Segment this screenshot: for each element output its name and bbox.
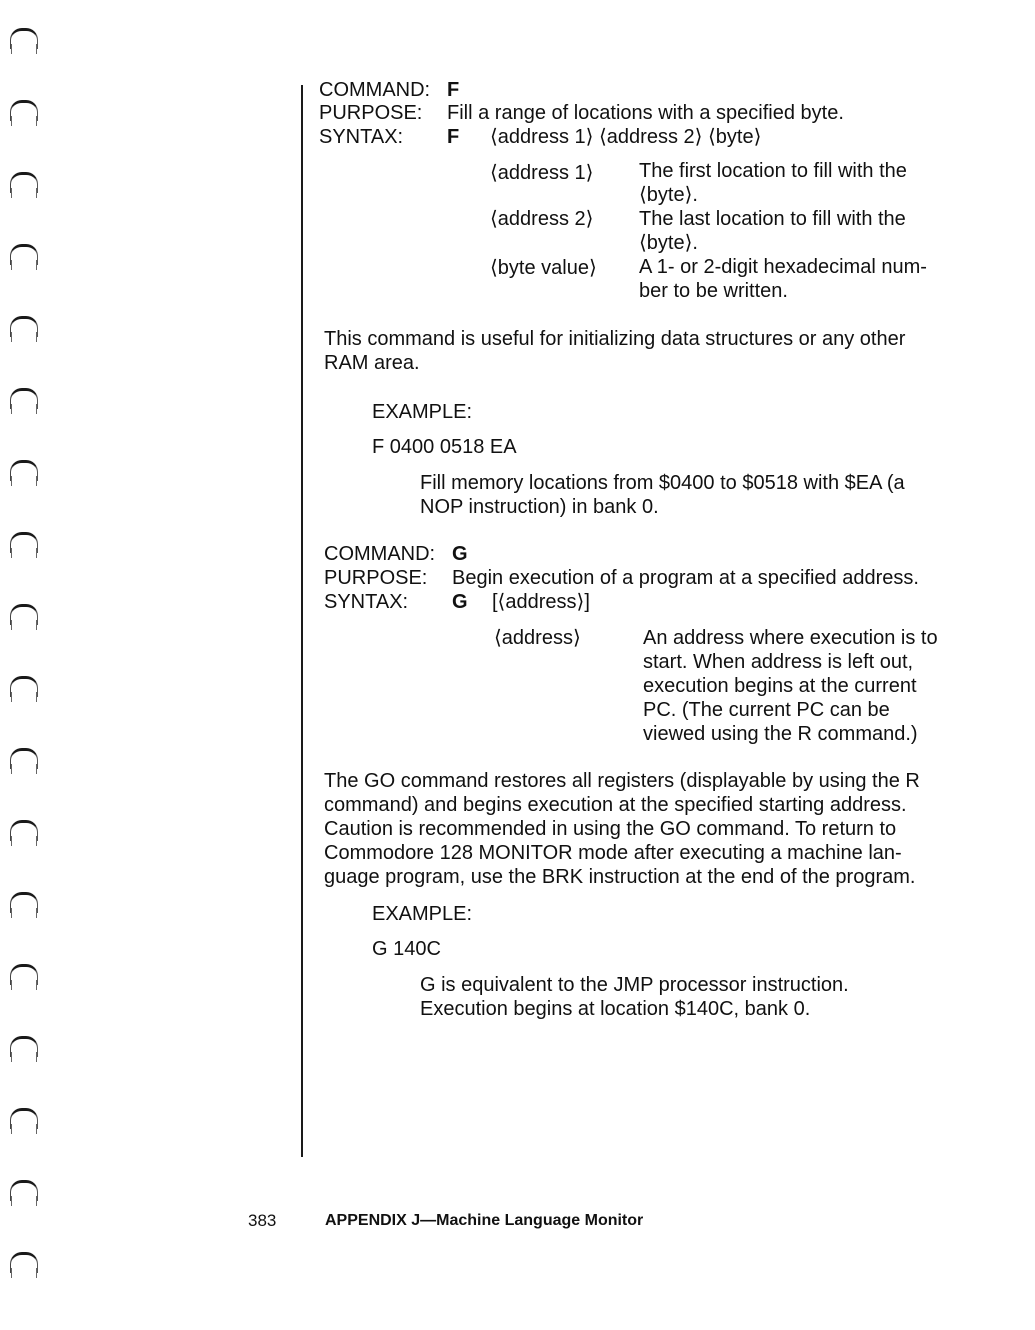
- binding-ring: [8, 748, 38, 780]
- binding-ring: [8, 964, 38, 996]
- f-example-label: EXAMPLE:: [372, 401, 473, 423]
- f-example-desc: [420, 471, 905, 519]
- margin-rule: [301, 85, 303, 1157]
- f-param-name: ⟨byte value⟩: [490, 257, 597, 279]
- g-purpose-label: PURPOSE:: [324, 567, 428, 589]
- f-purpose-label: PURPOSE:: [319, 102, 423, 124]
- f-param-desc: The first location to fill with the: [639, 160, 907, 182]
- f-example-desc-line: Fill memory locations from $0400 to $0518 with $EA (a: [420, 472, 905, 494]
- f-body-line: This command is useful for initializing data structures or any other: [324, 328, 906, 350]
- binding-ring: [8, 1108, 38, 1140]
- binding-ring: [8, 820, 38, 852]
- g-body-line: guage program, use the BRK instruction at the end of the program.: [324, 866, 916, 888]
- f-syntax-cmd: F: [447, 126, 460, 148]
- f-param-desc: A 1- or 2-digit hexadecimal num-: [639, 256, 927, 278]
- f-body-line: RAM area.: [324, 352, 420, 374]
- g-param-desc-line: An address where execution is to: [643, 627, 938, 649]
- g-param-desc-line: PC. (The current PC can be: [643, 699, 890, 721]
- f-command-value: F: [447, 79, 460, 101]
- binding-ring: [8, 604, 38, 636]
- g-param-desc: [643, 626, 938, 746]
- g-body-paragraph: [324, 769, 920, 889]
- f-syntax-args: ⟨address 1⟩ ⟨address 2⟩ ⟨byte⟩: [490, 126, 762, 148]
- f-syntax-label: SYNTAX:: [319, 126, 404, 148]
- binding-ring: [8, 460, 38, 492]
- f-command-label: COMMAND:: [319, 79, 431, 101]
- g-example-label: EXAMPLE:: [372, 903, 473, 925]
- f-purpose-text: Fill a range of locations with a specified byte.: [447, 102, 844, 124]
- f-param-name: ⟨address 2⟩: [490, 208, 594, 230]
- f-example-code: F 0400 0518 EA: [372, 436, 517, 458]
- binding-ring: [8, 676, 38, 708]
- g-body-line: The GO command restores all registers (displayable by using the R: [324, 770, 920, 792]
- binding-ring: [8, 1180, 38, 1212]
- binding-ring: [8, 172, 38, 204]
- g-param-desc-line: execution begins at the current: [643, 675, 917, 697]
- spiral-binding: [8, 20, 48, 1320]
- g-param-name: ⟨address⟩: [494, 627, 581, 649]
- binding-ring: [8, 316, 38, 348]
- binding-ring: [8, 28, 38, 60]
- running-footer-title: APPENDIX J—Machine Language Monitor: [325, 1212, 644, 1229]
- g-command-label: COMMAND:: [324, 543, 436, 565]
- g-syntax-cmd: G: [452, 591, 468, 613]
- f-param-desc: ⟨byte⟩.: [639, 232, 698, 254]
- f-param-desc: ber to be written.: [639, 280, 788, 302]
- binding-ring: [8, 1036, 38, 1068]
- binding-ring: [8, 532, 38, 564]
- g-body-line: Caution is recommended in using the GO command. To return to: [324, 818, 897, 840]
- page-number: 383: [248, 1211, 277, 1230]
- g-example-desc: [420, 973, 849, 1021]
- g-syntax-label: SYNTAX:: [324, 591, 409, 613]
- g-param-desc-line: viewed using the R command.): [643, 723, 918, 745]
- g-purpose-text: Begin execution of a program at a specified address.: [452, 567, 919, 589]
- g-param-desc-line: start. When address is left out,: [643, 651, 914, 673]
- f-param-desc: The last location to fill with the: [639, 208, 906, 230]
- f-body-paragraph: [324, 327, 905, 375]
- binding-ring: [8, 244, 38, 276]
- binding-ring: [8, 100, 38, 132]
- g-syntax-args: [⟨address⟩]: [492, 591, 590, 613]
- g-example-desc-line: Execution begins at location $140C, bank 0.: [420, 998, 811, 1020]
- g-example-code: G 140C: [372, 938, 441, 960]
- binding-ring: [8, 1252, 38, 1284]
- f-param-name: ⟨address 1⟩: [490, 162, 594, 184]
- f-example-desc-line: NOP instruction) in bank 0.: [420, 496, 659, 518]
- f-param-desc: ⟨byte⟩.: [639, 184, 698, 206]
- binding-ring: [8, 388, 38, 420]
- binding-ring: [8, 892, 38, 924]
- g-body-line: Commodore 128 MONITOR mode after executing a machine lan-: [324, 842, 902, 864]
- g-body-line: command) and begins execution at the specified starting address.: [324, 794, 907, 816]
- g-example-desc-line: G is equivalent to the JMP processor instruction.: [420, 974, 849, 996]
- g-command-value: G: [452, 543, 468, 565]
